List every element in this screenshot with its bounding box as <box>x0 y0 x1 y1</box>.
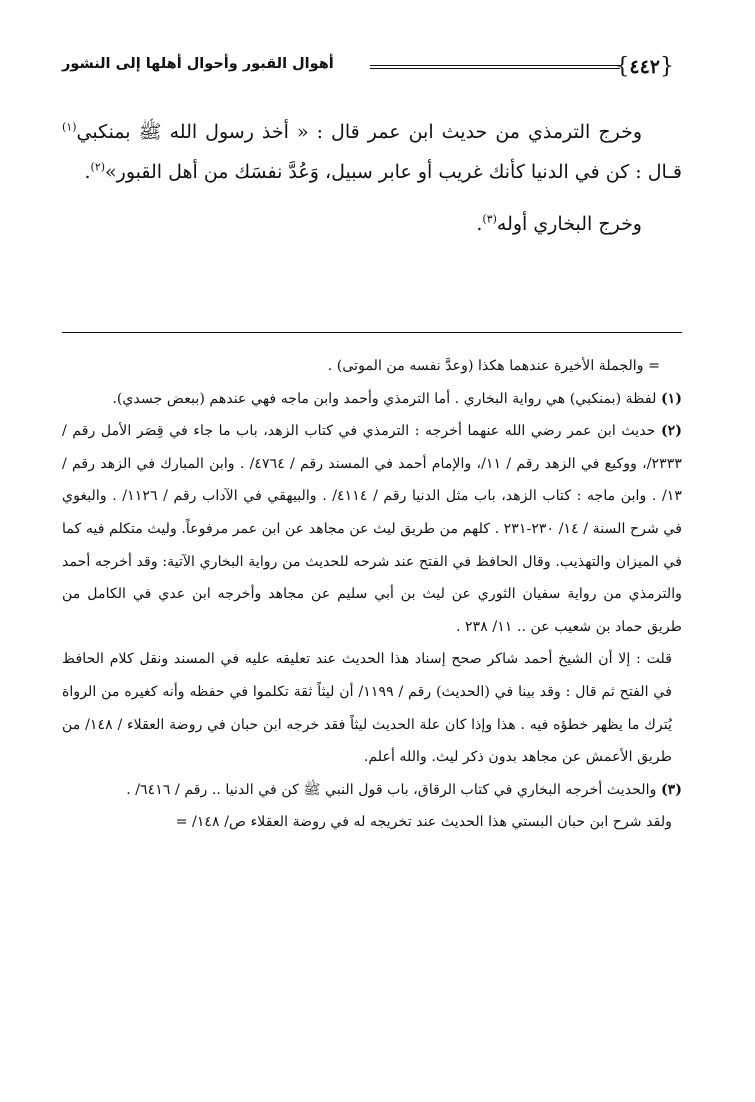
footnotes <box>62 350 682 839</box>
page-number: {٤٤٢} <box>615 54 674 79</box>
running-header <box>62 52 682 86</box>
footnote-ref: (٣) <box>482 212 497 226</box>
running-title: أهوال القبور وأحوال أهلها إلى النشور <box>62 56 334 72</box>
footnote-ref: (٢) <box>90 160 106 174</box>
footnote-2-comment: قلت : إلا أن الشيخ أحمد شاكر صحح إسناد هذا الحديث عند تعليقه عليه في المسند ونقل كلام الحافظ في الفتح ثم قال : وقد بينا في (الحديث) رقم / ١١٩٩/ أن ليثاً ثقة تكلموا في حفظه وأنه كغيره من الرواة يُترك ما يظهر خطؤه فيه . هذا وإذا كان علة الحديث ليثاً فقد خرجه ابن حبان في روضة العقلاء / ١٤٨/ من طريق الأعمش عن مجاهد بدون ذكر ليث. والله أعلم. <box>62 651 672 766</box>
footnote-3: (٣) والحديث أخرجه البخاري في كتاب الرقاق، باب قول النبي ﷺ كن في الدنيا .. رقم / ٦٤١٦/ . <box>126 781 682 798</box>
header-rule <box>370 65 620 69</box>
footnote-2: (٢) حديث ابن عمر رضي الله عنهما أخرجه : الترمذي في كتاب الزهد، باب ما جاء في قِصَر الأمل رقم / ٢٣٣٣/، ووكيع في الزهد رقم / ١١/، والإمام أحمد في المسند رقم / ٤٧٦٤/ . وابن المبارك في الزهد رقم / ١٣/ . وابن ماجه : كتاب الزهد، باب مثل الدنيا رقم / ٤١١٤/ . والبيهقي في الآداب رقم / ١١٢٦/ . والبغوي في شرح السنة / ١٤/ ٢٣٠-٢٣١ . كلهم من طريق ليث عن مجاهد عن ابن عمر مرفوعاً. وليث متكلم فيه كما في الميزان والتهذيب. وقال الحافظ في الفتح عند شرحه للحديث من رواية البخاري الآتية: وقد أخرجه أحمد والترمذي من رواية سفيان الثوري عن ليث بن أبي سليم عن مجاهد وأخرجه ابن عدي في الكامل من طريق حماد بن شعيب عن .. ١١/ ٢٣٨ . <box>62 423 682 635</box>
footnote-ref: (١) <box>62 120 77 134</box>
footnote-1: (١) لفظة (بمنكبي) هي رواية البخاري . أما الترمذي وأحمد وابن ماجه فهي عندهم (ببعض جسدي). <box>112 390 682 407</box>
main-text <box>62 112 682 244</box>
footnote-continued: = والجملة الأخيرة عندهما هكذا (وعدَّ نفسه من الموتى) . <box>327 358 660 374</box>
footnote-3-continued: ولقد شرح ابن حبان البستي هذا الحديث عند تخريجه له في روضة العقلاء ص/ ١٤٨/ = <box>175 814 672 831</box>
footnote-separator <box>62 332 682 333</box>
main-paragraph: وخرج الترمذي من حديث ابن عمر قال : « أخذ رسول الله ﷺ بمنكبي$^{(١)}$ قـال : كن في الدنيا كأنك غريب أو عابر سبيل، وَعُدَّ نفسَك من أهل القبور»$^{(٢)}$. <box>62 120 682 183</box>
main-paragraph: وخرج البخاري أوله$^{(٣)}$. <box>476 212 642 235</box>
